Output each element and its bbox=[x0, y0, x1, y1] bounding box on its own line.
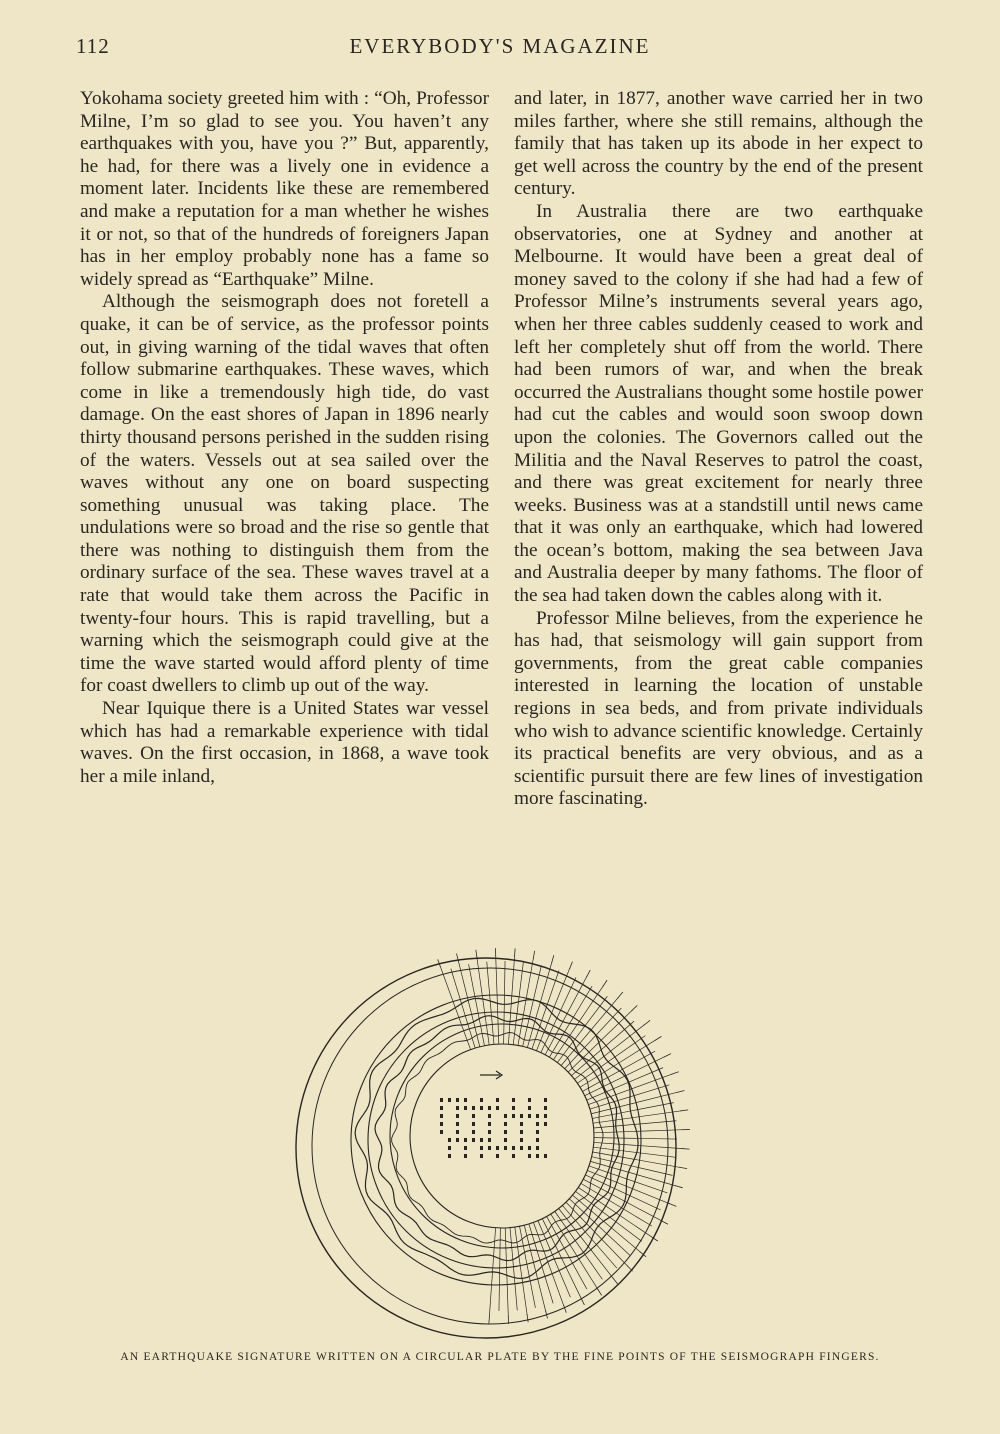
plate-marking bbox=[488, 1122, 491, 1126]
plate-marking bbox=[440, 1106, 443, 1110]
plate-marking bbox=[512, 1098, 515, 1102]
tick-mark bbox=[476, 950, 477, 958]
plate-marking bbox=[504, 1114, 507, 1118]
plate-marking bbox=[440, 1098, 443, 1102]
plate-marking bbox=[472, 1130, 475, 1134]
ruling-line bbox=[571, 1021, 634, 1075]
tick-mark bbox=[597, 1289, 601, 1296]
plate-marking bbox=[448, 1154, 451, 1158]
plate-marking bbox=[456, 1122, 459, 1126]
plate-marking bbox=[536, 1138, 539, 1142]
plate-marking bbox=[480, 1106, 483, 1110]
ruling-line bbox=[510, 1228, 517, 1311]
tick-mark bbox=[613, 1278, 618, 1284]
seismic-trace bbox=[375, 1016, 619, 1261]
ruling-line bbox=[578, 1187, 652, 1237]
ruling-line bbox=[513, 962, 523, 1044]
ruling-line bbox=[594, 1130, 683, 1133]
right-column bbox=[514, 88, 923, 811]
paragraph: and later, in 1877, another wave carried her in two miles farther, where she still remains, although the family that has taken up its abode in her expect to get well across the country by the end of the present century. bbox=[514, 88, 923, 200]
ruling-line bbox=[504, 961, 505, 1044]
plate-marking bbox=[472, 1106, 475, 1110]
plate-marking bbox=[464, 1138, 467, 1142]
ruling-line bbox=[594, 1138, 677, 1139]
plate-marking bbox=[480, 1146, 483, 1150]
plate-marking bbox=[464, 1146, 467, 1150]
tick-mark bbox=[664, 1054, 671, 1058]
plate-marking bbox=[536, 1130, 539, 1134]
tick-mark bbox=[677, 1091, 685, 1093]
plate-marking bbox=[528, 1106, 531, 1110]
plate-marking bbox=[512, 1114, 515, 1118]
ruling-line bbox=[559, 1208, 614, 1278]
tick-mark bbox=[644, 1020, 650, 1025]
plate-marking bbox=[536, 1114, 539, 1118]
tick-mark bbox=[618, 992, 623, 998]
tick-mark bbox=[515, 948, 516, 956]
seismic-trace bbox=[355, 998, 638, 1278]
tick-mark bbox=[661, 1221, 668, 1225]
plate-marking bbox=[464, 1098, 467, 1102]
tick-mark bbox=[569, 962, 572, 969]
tick-mark bbox=[489, 1316, 490, 1324]
tick-mark bbox=[680, 1110, 688, 1111]
ruling-line bbox=[592, 1157, 673, 1176]
plate-marking bbox=[528, 1114, 531, 1118]
plate-marking bbox=[536, 1146, 539, 1150]
plate-marking bbox=[512, 1154, 515, 1158]
plate-marking bbox=[456, 1138, 459, 1142]
plate-marking bbox=[440, 1130, 443, 1134]
paragraph: Professor Milne believes, from the experience he has had, that seismology will gain support from governments, from the great cable companies interested in learning the location of unstable regions in sea beds, and from private individuals who wish to advance scientific knowledge. Certainly its practical benefits are very obvious, and as a scientific pursuit there are few lines of investigation more fascinating. bbox=[514, 607, 923, 810]
plate-marking bbox=[440, 1122, 443, 1126]
plate-marking bbox=[464, 1154, 467, 1158]
plate-marking bbox=[544, 1122, 547, 1126]
plate-marking bbox=[480, 1138, 483, 1142]
plate-marking bbox=[480, 1098, 483, 1102]
plate-marking bbox=[496, 1146, 499, 1150]
plate-marking bbox=[544, 1106, 547, 1110]
plate-marking bbox=[448, 1146, 451, 1150]
plate-marking bbox=[496, 1106, 499, 1110]
tick-mark bbox=[552, 955, 554, 963]
tick-mark bbox=[631, 1005, 637, 1011]
paragraph: Although the seismograph does not foretell a quake, it can be of service, as the professor points out, in giving warning of the tidal waves that often follow submarine earthquakes. These waves, which come in like a tremendously high tide, do vast damage. On the east shores of Japan in 1896 nearly thirty thousand persons perished in the sudden rising of the waters. Vessels out at sea sailed over the waves without any one on board suspecting something unusual was taking place. The undulations were so broad and the rise so gentle that there was nothing to distinguish them from the ordinary surface of the sea. These waves travel at a rate that would take them across the Pacific in twenty-four hours. This is rapid travelling, but a warning which the seismograph could give at the time the wave started would afford plenty of time for coast dwellers to climb up out of the way. bbox=[80, 291, 489, 697]
plate-marking bbox=[504, 1146, 507, 1150]
plate-marking bbox=[448, 1138, 451, 1142]
plate-marking bbox=[496, 1098, 499, 1102]
plate-marking bbox=[472, 1114, 475, 1118]
ruling-line bbox=[580, 1040, 655, 1087]
plate-marking bbox=[520, 1130, 523, 1134]
seismograph-plate-illustration bbox=[290, 918, 720, 1348]
ruling-line bbox=[561, 997, 618, 1065]
tick-mark bbox=[671, 1072, 679, 1075]
paragraph: In Australia there are two earthquake observatories, one at Sydney and another at Melbourne. It would have been a great deal of money saved to the colony if she had had a few of Professor Milne’s instruments several years ago, when her three cables suddenly ceased to work and left her completely shut off from the world. There had been rumors of war, and when the break occurred the Australians thought some hostile power had cut the cables and would soon swoop down upon the colonies. The Governors called out the Militia and the Naval Reserves to patrol the coast, and there was great excitement for nearly three weeks. Business was at a standstill until news came that it was only an earthquake, which had lowered the ocean’s bottom, making the sea between Java and Australia deeper by many fathoms. The floor of the sea had taken down the cables along with it. bbox=[514, 200, 923, 607]
plate-marking bbox=[456, 1114, 459, 1118]
plate-marking bbox=[456, 1106, 459, 1110]
plate-marking bbox=[520, 1122, 523, 1126]
plate-marking bbox=[536, 1122, 539, 1126]
plate-marking bbox=[440, 1114, 443, 1118]
plate-marking bbox=[544, 1114, 547, 1118]
tick-mark bbox=[527, 1314, 528, 1322]
plate-marking bbox=[520, 1114, 523, 1118]
tick-mark bbox=[603, 980, 607, 987]
paragraph: Yokohama society greeted him with : “Oh, Professor Milne, I’m so glad to see you. You haven’t any earthquakes with you, have you ?” But, apparently, he had, for there was a lively one in evidence a moment later. Incidents like these are remembered and make a reputation for a man whether he wishes it or not, so that of the hundreds of foreigners Japan has in her employ probably none has a fame so widely spread as “Earthquake” Milne. bbox=[80, 88, 489, 290]
plate-marking bbox=[528, 1154, 531, 1158]
plate-marking bbox=[512, 1106, 515, 1110]
tick-mark bbox=[627, 1265, 633, 1271]
ruling-line bbox=[536, 968, 569, 1051]
plate-marking bbox=[520, 1138, 523, 1142]
plate-marking bbox=[544, 1098, 547, 1102]
ruling-line bbox=[557, 996, 607, 1062]
tick-mark bbox=[581, 1298, 585, 1305]
ruling-line bbox=[553, 986, 603, 1060]
ruling-line bbox=[487, 962, 494, 1045]
plate-marking bbox=[528, 1146, 531, 1150]
plate-marking bbox=[464, 1106, 467, 1110]
page-number: 112 bbox=[76, 34, 110, 58]
tick-mark bbox=[675, 1186, 683, 1188]
plate-marking bbox=[488, 1106, 491, 1110]
trace-ring bbox=[410, 1044, 594, 1228]
ruling-line bbox=[545, 976, 587, 1055]
running-head: EVERYBODY'S MAGAZINE bbox=[349, 34, 651, 58]
ruling-line bbox=[541, 977, 576, 1052]
plate-marking bbox=[480, 1154, 483, 1158]
plate-marking bbox=[504, 1122, 507, 1126]
plate-marking bbox=[488, 1130, 491, 1134]
figure-caption: AN EARTHQUAKE SIGNATURE WRITTEN ON A CIRCULAR PLATE BY THE FINE POINTS OF THE SEISMOGRAPH FINGERS. bbox=[120, 1351, 880, 1363]
ruling-line bbox=[583, 1179, 662, 1221]
tick-mark bbox=[682, 1149, 690, 1150]
seismic-trace bbox=[392, 1033, 603, 1244]
tick-mark bbox=[587, 970, 591, 977]
ruling-line bbox=[523, 965, 542, 1046]
paragraph: Near Iquique there is a United States war vessel which has had a remarkable experience with tidal waves. On the first occasion, in 1868, a wave took her a mile inland, bbox=[80, 698, 489, 787]
plate-marking bbox=[512, 1146, 515, 1150]
trace-ring bbox=[390, 1024, 614, 1248]
tick-mark bbox=[564, 1305, 567, 1313]
plate-marking bbox=[536, 1154, 539, 1158]
plate-marking bbox=[472, 1138, 475, 1142]
plate-marking bbox=[504, 1138, 507, 1142]
tick-mark bbox=[679, 1167, 687, 1168]
ruling-line bbox=[575, 1191, 641, 1241]
seismograph-plate-figure bbox=[290, 918, 720, 1348]
tick-mark bbox=[533, 951, 534, 959]
plate-marking bbox=[544, 1154, 547, 1158]
tick-mark bbox=[669, 1203, 676, 1206]
ruling-line bbox=[593, 1147, 675, 1157]
plate-marking bbox=[488, 1138, 491, 1142]
plate-marking bbox=[456, 1098, 459, 1102]
plate-marking bbox=[488, 1146, 491, 1150]
plate-marking bbox=[456, 1130, 459, 1134]
trace-ring bbox=[368, 1012, 624, 1268]
plate-marking bbox=[488, 1114, 491, 1118]
ruling-line bbox=[590, 1161, 676, 1186]
left-column bbox=[80, 88, 489, 788]
plate-marking bbox=[528, 1098, 531, 1102]
ruling-line bbox=[574, 1025, 644, 1080]
plate-marking bbox=[448, 1098, 451, 1102]
tick-mark bbox=[655, 1036, 662, 1040]
plate-marking bbox=[520, 1146, 523, 1150]
plate-marking bbox=[504, 1130, 507, 1134]
plate-marking bbox=[496, 1154, 499, 1158]
plate-marking bbox=[472, 1122, 475, 1126]
